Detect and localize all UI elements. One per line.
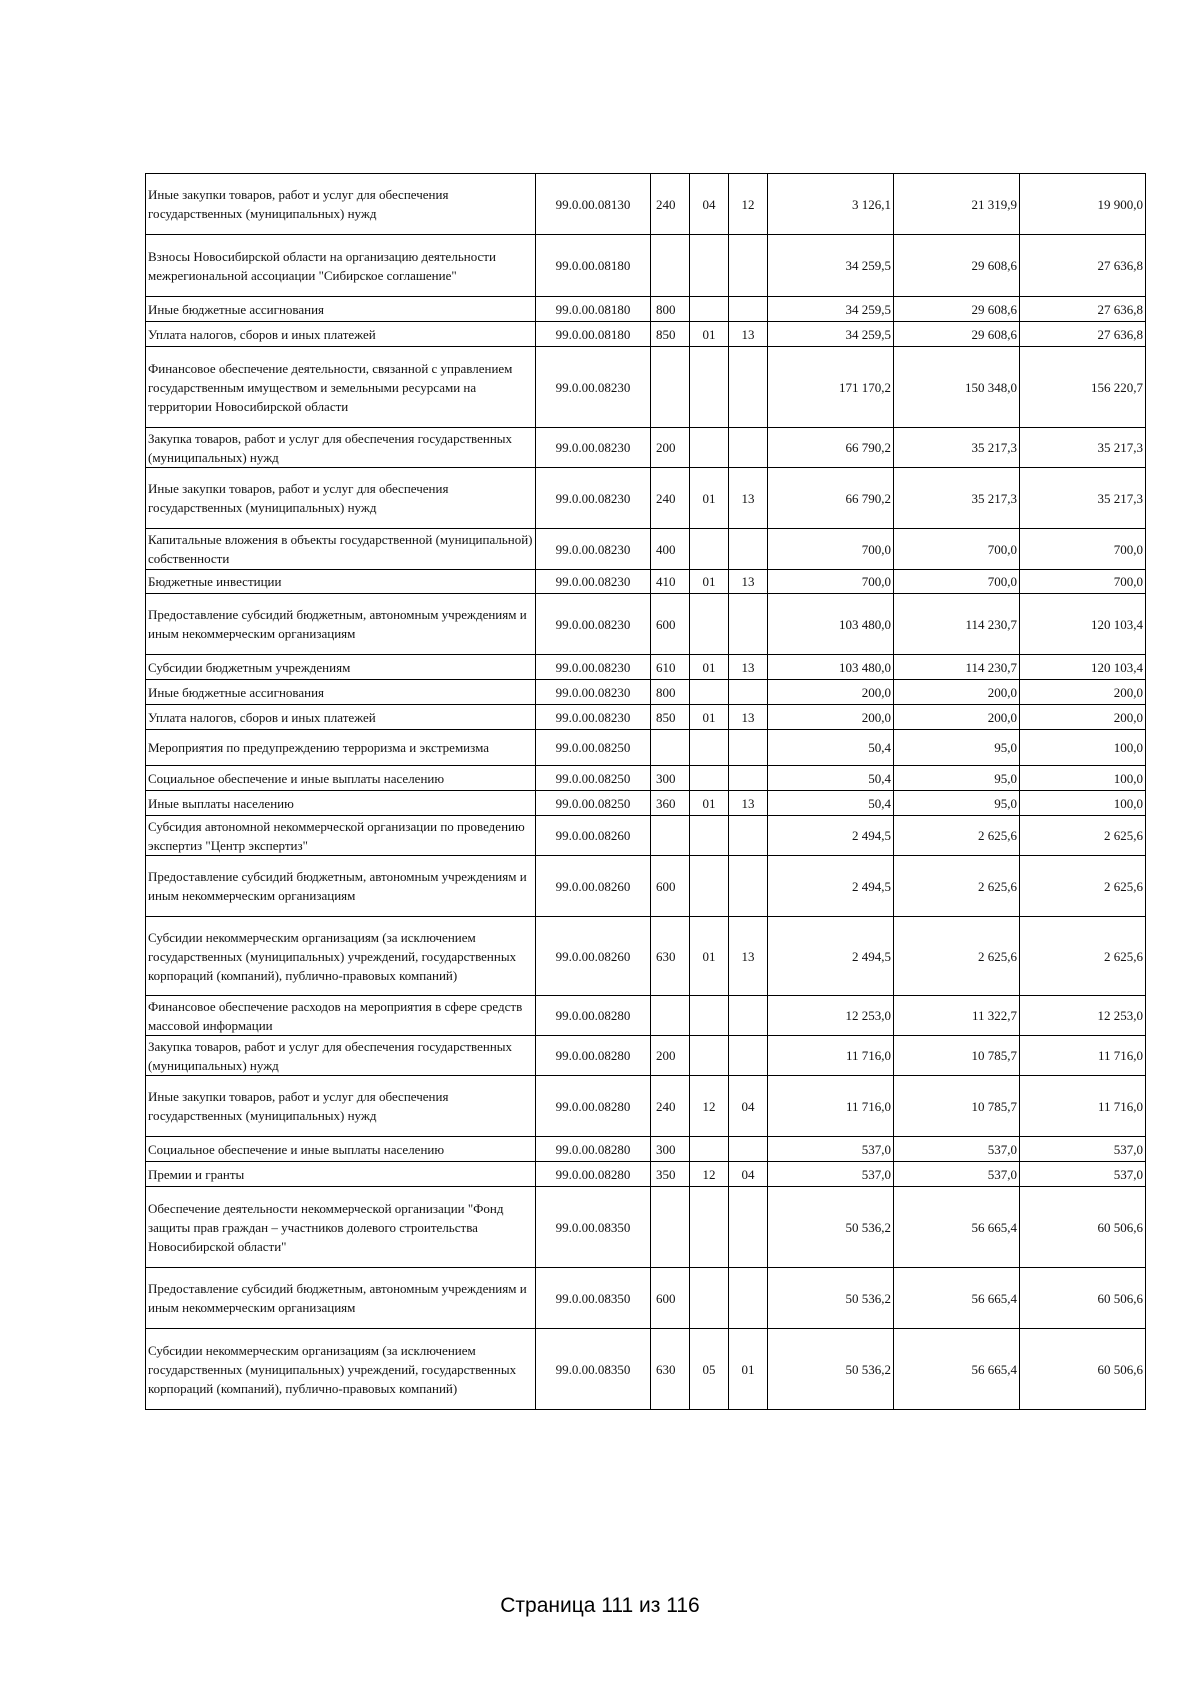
table-row: [146, 766, 1146, 791]
row-amount-3: 35 217,3: [1020, 428, 1146, 468]
row-amount-2: 29 608,6: [894, 235, 1020, 297]
row-section: 04: [690, 174, 729, 235]
row-amount-1: 537,0: [768, 1137, 894, 1162]
row-name: Финансовое обеспечение деятельности, связанной с управлением государственным имуществом и земельными ресурсами на территории Новосибирской области: [146, 347, 536, 428]
row-name: Бюджетные инвестиции: [146, 570, 536, 594]
row-name: Субсидии некоммерческим организациям (за исключением государственных (муниципальных) учреждений, государственных корпораций (компаний), публично-правовых компаний): [146, 917, 536, 996]
row-name: Закупка товаров, работ и услуг для обеспечения государственных (муниципальных) нужд: [146, 428, 536, 468]
row-name: Финансовое обеспечение расходов на мероприятия в сфере средств массовой информации: [146, 996, 536, 1036]
row-expense-type: 240: [651, 174, 690, 235]
table-row: [146, 322, 1146, 347]
row-amount-3: 100,0: [1020, 791, 1146, 816]
row-amount-3: 60 506,6: [1020, 1268, 1146, 1329]
row-subsection: [729, 235, 768, 297]
row-amount-1: 12 253,0: [768, 996, 894, 1036]
row-subsection: [729, 1187, 768, 1268]
row-subsection: [729, 297, 768, 322]
row-amount-2: 200,0: [894, 680, 1020, 705]
row-amount-1: 11 716,0: [768, 1076, 894, 1137]
row-amount-1: 34 259,5: [768, 235, 894, 297]
table-row: [146, 680, 1146, 705]
row-expense-type: 350: [651, 1162, 690, 1187]
table-row: [146, 468, 1146, 529]
row-expense-type: 630: [651, 1329, 690, 1410]
row-amount-1: 2 494,5: [768, 856, 894, 917]
row-amount-2: 21 319,9: [894, 174, 1020, 235]
row-amount-1: 171 170,2: [768, 347, 894, 428]
row-name: Субсидии бюджетным учреждениям: [146, 655, 536, 680]
row-section: 01: [690, 570, 729, 594]
table-row: [146, 1187, 1146, 1268]
row-amount-2: 537,0: [894, 1162, 1020, 1187]
row-amount-2: 10 785,7: [894, 1036, 1020, 1076]
budget-table: [145, 173, 1146, 1410]
row-code: 99.0.00.08230: [536, 680, 651, 705]
row-section: [690, 594, 729, 655]
row-section: 01: [690, 705, 729, 730]
table-row: [146, 730, 1146, 766]
row-expense-type: [651, 347, 690, 428]
row-name: Социальное обеспечение и иные выплаты населению: [146, 1137, 536, 1162]
row-amount-1: 34 259,5: [768, 322, 894, 347]
row-expense-type: 800: [651, 680, 690, 705]
row-amount-1: 3 126,1: [768, 174, 894, 235]
table-row: [146, 917, 1146, 996]
row-amount-1: 103 480,0: [768, 655, 894, 680]
row-code: 99.0.00.08230: [536, 594, 651, 655]
row-amount-2: 29 608,6: [894, 297, 1020, 322]
row-code: 99.0.00.08350: [536, 1187, 651, 1268]
table-row: [146, 594, 1146, 655]
row-subsection: [729, 347, 768, 428]
row-amount-3: 100,0: [1020, 730, 1146, 766]
row-subsection: [729, 428, 768, 468]
row-name: Взносы Новосибирской области на организацию деятельности межрегиональной ассоциации "Сибирское соглашение": [146, 235, 536, 297]
row-section: [690, 529, 729, 570]
row-subsection: 13: [729, 705, 768, 730]
row-code: 99.0.00.08250: [536, 791, 651, 816]
row-name: Социальное обеспечение и иные выплаты населению: [146, 766, 536, 791]
row-code: 99.0.00.08130: [536, 174, 651, 235]
table-row: [146, 1329, 1146, 1410]
row-amount-3: 120 103,4: [1020, 655, 1146, 680]
table-row: [146, 856, 1146, 917]
row-amount-1: 200,0: [768, 705, 894, 730]
row-expense-type: 240: [651, 468, 690, 529]
row-subsection: 12: [729, 174, 768, 235]
row-subsection: 13: [729, 468, 768, 529]
table-row: [146, 996, 1146, 1036]
table-body: [146, 174, 1146, 1410]
row-amount-3: 11 716,0: [1020, 1036, 1146, 1076]
row-name: Мероприятия по предупреждению терроризма и экстремизма: [146, 730, 536, 766]
row-amount-2: 56 665,4: [894, 1268, 1020, 1329]
row-subsection: [729, 529, 768, 570]
row-expense-type: 630: [651, 917, 690, 996]
row-section: [690, 766, 729, 791]
row-subsection: [729, 816, 768, 856]
row-section: 01: [690, 917, 729, 996]
row-expense-type: 850: [651, 705, 690, 730]
row-code: 99.0.00.08280: [536, 996, 651, 1036]
row-name: Иные закупки товаров, работ и услуг для обеспечения государственных (муниципальных) нужд: [146, 174, 536, 235]
row-code: 99.0.00.08280: [536, 1137, 651, 1162]
row-name: Закупка товаров, работ и услуг для обеспечения государственных (муниципальных) нужд: [146, 1036, 536, 1076]
row-amount-3: 200,0: [1020, 680, 1146, 705]
row-section: [690, 1137, 729, 1162]
table-row: [146, 816, 1146, 856]
row-section: [690, 1268, 729, 1329]
row-amount-1: 2 494,5: [768, 816, 894, 856]
row-section: 05: [690, 1329, 729, 1410]
row-section: [690, 1036, 729, 1076]
row-amount-3: 700,0: [1020, 529, 1146, 570]
row-code: 99.0.00.08250: [536, 766, 651, 791]
row-subsection: [729, 680, 768, 705]
row-amount-2: 95,0: [894, 730, 1020, 766]
table-row: [146, 1137, 1146, 1162]
row-code: 99.0.00.08230: [536, 347, 651, 428]
row-amount-1: 50,4: [768, 791, 894, 816]
row-code: 99.0.00.08180: [536, 297, 651, 322]
row-amount-2: 700,0: [894, 529, 1020, 570]
row-subsection: 04: [729, 1076, 768, 1137]
row-code: 99.0.00.08260: [536, 856, 651, 917]
row-section: [690, 1187, 729, 1268]
row-section: 12: [690, 1076, 729, 1137]
row-amount-3: 120 103,4: [1020, 594, 1146, 655]
row-code: 99.0.00.08280: [536, 1162, 651, 1187]
row-amount-1: 103 480,0: [768, 594, 894, 655]
row-amount-3: 156 220,7: [1020, 347, 1146, 428]
row-expense-type: 200: [651, 1036, 690, 1076]
row-code: 99.0.00.08180: [536, 235, 651, 297]
row-name: Иные бюджетные ассигнования: [146, 680, 536, 705]
row-name: Предоставление субсидий бюджетным, автономным учреждениям и иным некоммерческим организациям: [146, 1268, 536, 1329]
row-amount-2: 2 625,6: [894, 856, 1020, 917]
row-amount-3: 35 217,3: [1020, 468, 1146, 529]
row-code: 99.0.00.08350: [536, 1329, 651, 1410]
row-section: 01: [690, 322, 729, 347]
row-code: 99.0.00.08280: [536, 1076, 651, 1137]
row-section: [690, 856, 729, 917]
row-code: 99.0.00.08230: [536, 428, 651, 468]
table-row: [146, 529, 1146, 570]
row-amount-3: 200,0: [1020, 705, 1146, 730]
row-subsection: [729, 996, 768, 1036]
row-expense-type: 850: [651, 322, 690, 347]
table-row: [146, 174, 1146, 235]
row-amount-3: 27 636,8: [1020, 297, 1146, 322]
row-amount-3: 60 506,6: [1020, 1329, 1146, 1410]
row-name: Субсидии некоммерческим организациям (за исключением государственных (муниципальных) учреждений, государственных корпораций (компаний), публично-правовых компаний): [146, 1329, 536, 1410]
row-expense-type: [651, 235, 690, 297]
table-row: [146, 705, 1146, 730]
row-expense-type: 360: [651, 791, 690, 816]
table-row: [146, 235, 1146, 297]
row-section: [690, 235, 729, 297]
row-amount-1: 50 536,2: [768, 1268, 894, 1329]
row-subsection: 01: [729, 1329, 768, 1410]
row-section: 01: [690, 791, 729, 816]
row-amount-1: 34 259,5: [768, 297, 894, 322]
row-expense-type: 600: [651, 1268, 690, 1329]
row-section: [690, 428, 729, 468]
row-amount-2: 537,0: [894, 1137, 1020, 1162]
row-expense-type: 200: [651, 428, 690, 468]
row-code: 99.0.00.08350: [536, 1268, 651, 1329]
row-section: [690, 297, 729, 322]
row-amount-1: 50 536,2: [768, 1187, 894, 1268]
row-name: Обеспечение деятельности некоммерческой организации "Фонд защиты прав граждан – участников долевого строительства Новосибирской области": [146, 1187, 536, 1268]
row-expense-type: [651, 730, 690, 766]
row-name: Уплата налогов, сборов и иных платежей: [146, 705, 536, 730]
row-section: [690, 996, 729, 1036]
row-subsection: [729, 1137, 768, 1162]
row-expense-type: 240: [651, 1076, 690, 1137]
row-code: 99.0.00.08230: [536, 529, 651, 570]
row-subsection: 13: [729, 917, 768, 996]
row-expense-type: 410: [651, 570, 690, 594]
row-amount-1: 537,0: [768, 1162, 894, 1187]
row-name: Премии и гранты: [146, 1162, 536, 1187]
row-amount-1: 700,0: [768, 529, 894, 570]
row-section: [690, 730, 729, 766]
row-expense-type: 800: [651, 297, 690, 322]
row-section: [690, 680, 729, 705]
row-amount-2: 56 665,4: [894, 1187, 1020, 1268]
row-subsection: [729, 594, 768, 655]
table-row: [146, 791, 1146, 816]
row-amount-1: 200,0: [768, 680, 894, 705]
row-amount-3: 12 253,0: [1020, 996, 1146, 1036]
row-amount-3: 19 900,0: [1020, 174, 1146, 235]
row-amount-3: 11 716,0: [1020, 1076, 1146, 1137]
row-subsection: [729, 856, 768, 917]
row-expense-type: [651, 1187, 690, 1268]
row-name: Иные выплаты населению: [146, 791, 536, 816]
row-name: Иные бюджетные ассигнования: [146, 297, 536, 322]
row-expense-type: [651, 996, 690, 1036]
table-row: [146, 1162, 1146, 1187]
row-amount-2: 95,0: [894, 766, 1020, 791]
row-amount-3: 2 625,6: [1020, 856, 1146, 917]
row-section: 01: [690, 468, 729, 529]
row-subsection: [729, 730, 768, 766]
row-code: 99.0.00.08260: [536, 917, 651, 996]
row-subsection: 13: [729, 570, 768, 594]
row-expense-type: 600: [651, 594, 690, 655]
row-section: 01: [690, 655, 729, 680]
row-amount-2: 56 665,4: [894, 1329, 1020, 1410]
row-amount-2: 2 625,6: [894, 917, 1020, 996]
row-amount-1: 50 536,2: [768, 1329, 894, 1410]
row-amount-2: 114 230,7: [894, 655, 1020, 680]
row-amount-1: 66 790,2: [768, 468, 894, 529]
row-amount-1: 50,4: [768, 766, 894, 791]
row-code: 99.0.00.08280: [536, 1036, 651, 1076]
row-expense-type: 600: [651, 856, 690, 917]
row-amount-3: 60 506,6: [1020, 1187, 1146, 1268]
table-row: [146, 347, 1146, 428]
row-amount-3: 700,0: [1020, 570, 1146, 594]
row-amount-3: 100,0: [1020, 766, 1146, 791]
table-row: [146, 1076, 1146, 1137]
row-amount-2: 29 608,6: [894, 322, 1020, 347]
table-row: [146, 570, 1146, 594]
row-amount-3: 2 625,6: [1020, 816, 1146, 856]
row-code: 99.0.00.08230: [536, 570, 651, 594]
table-row: [146, 297, 1146, 322]
row-code: 99.0.00.08230: [536, 655, 651, 680]
row-amount-2: 10 785,7: [894, 1076, 1020, 1137]
row-amount-3: 27 636,8: [1020, 322, 1146, 347]
table-row: [146, 655, 1146, 680]
row-expense-type: 610: [651, 655, 690, 680]
row-amount-1: 50,4: [768, 730, 894, 766]
row-code: 99.0.00.08260: [536, 816, 651, 856]
row-amount-2: 35 217,3: [894, 468, 1020, 529]
row-subsection: [729, 766, 768, 791]
row-amount-1: 66 790,2: [768, 428, 894, 468]
table-row: [146, 1268, 1146, 1329]
row-name: Предоставление субсидий бюджетным, автономным учреждениям и иным некоммерческим организациям: [146, 856, 536, 917]
row-amount-1: 11 716,0: [768, 1036, 894, 1076]
row-name: Иные закупки товаров, работ и услуг для обеспечения государственных (муниципальных) нужд: [146, 1076, 536, 1137]
row-code: 99.0.00.08250: [536, 730, 651, 766]
row-amount-1: 2 494,5: [768, 917, 894, 996]
row-amount-3: 537,0: [1020, 1137, 1146, 1162]
row-amount-2: 2 625,6: [894, 816, 1020, 856]
table-row: [146, 428, 1146, 468]
row-subsection: [729, 1268, 768, 1329]
row-subsection: 13: [729, 791, 768, 816]
row-subsection: [729, 1036, 768, 1076]
row-amount-2: 200,0: [894, 705, 1020, 730]
row-expense-type: 300: [651, 766, 690, 791]
row-amount-1: 700,0: [768, 570, 894, 594]
page-footer: Страница 111 из 116: [500, 1594, 700, 1617]
row-amount-2: 114 230,7: [894, 594, 1020, 655]
row-amount-2: 700,0: [894, 570, 1020, 594]
row-subsection: 13: [729, 322, 768, 347]
row-name: Субсидия автономной некоммерческой организации по проведению экспертиз "Центр экспертиз": [146, 816, 536, 856]
row-amount-3: 27 636,8: [1020, 235, 1146, 297]
row-amount-3: 537,0: [1020, 1162, 1146, 1187]
table-row: [146, 1036, 1146, 1076]
row-name: Предоставление субсидий бюджетным, автономным учреждениям и иным некоммерческим организациям: [146, 594, 536, 655]
row-name: Уплата налогов, сборов и иных платежей: [146, 322, 536, 347]
row-amount-3: 2 625,6: [1020, 917, 1146, 996]
row-expense-type: [651, 816, 690, 856]
row-name: Иные закупки товаров, работ и услуг для обеспечения государственных (муниципальных) нужд: [146, 468, 536, 529]
row-expense-type: 300: [651, 1137, 690, 1162]
row-expense-type: 400: [651, 529, 690, 570]
row-code: 99.0.00.08230: [536, 705, 651, 730]
row-section: [690, 347, 729, 428]
row-amount-2: 150 348,0: [894, 347, 1020, 428]
row-amount-2: 11 322,7: [894, 996, 1020, 1036]
row-subsection: 13: [729, 655, 768, 680]
row-code: 99.0.00.08230: [536, 468, 651, 529]
row-name: Капитальные вложения в объекты государственной (муниципальной) собственности: [146, 529, 536, 570]
row-section: 12: [690, 1162, 729, 1187]
row-section: [690, 816, 729, 856]
row-amount-2: 95,0: [894, 791, 1020, 816]
row-subsection: 04: [729, 1162, 768, 1187]
row-amount-2: 35 217,3: [894, 428, 1020, 468]
row-code: 99.0.00.08180: [536, 322, 651, 347]
